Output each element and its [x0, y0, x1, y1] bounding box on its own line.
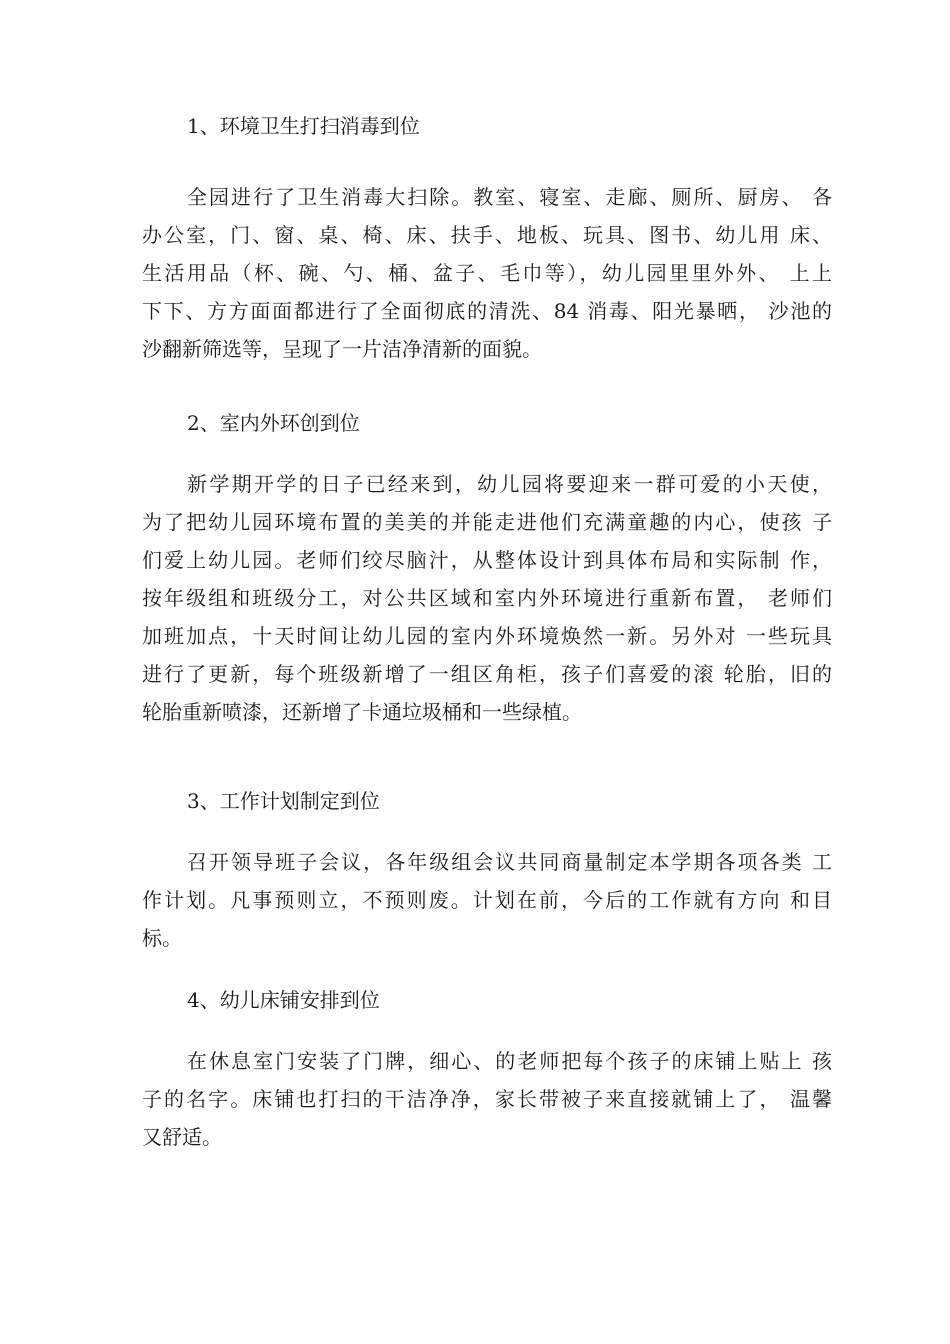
paragraph-line: 们爱上幼儿园。老师们绞尽脑汁，从整体设计到具体布局和实际制 作，	[142, 548, 832, 572]
paragraph-line: 又舒适。	[142, 1125, 222, 1149]
paragraph-line: 为了把幼儿园环境布置的美美的并能走进他们充满童趣的内心，使孩 子	[142, 510, 832, 534]
paragraph-line: 新学期开学的日子已经来到，幼儿园将要迎来一群可爱的小天使，	[187, 472, 832, 496]
paragraph-line: 在休息室门安装了门牌，细心、的老师把每个孩子的床铺上贴上 孩	[187, 1049, 832, 1073]
paragraph-line: 办公室，门、窗、桌、椅、床、扶手、地板、玩具、图书、幼儿用 床、	[142, 223, 832, 247]
section-3-heading: 3、工作计划制定到位	[187, 789, 380, 813]
paragraph-line: 进行了更新，每个班级新增了一组区角柜，孩子们喜爱的滚 轮胎，旧的	[142, 662, 832, 686]
paragraph-line: 按年级组和班级分工，对公共区域和室内外环境进行重新布置， 老师们	[142, 586, 832, 610]
section-2-heading: 2、室内外环创到位	[187, 411, 360, 435]
paragraph-line: 生活用品（杯、碗、勺、桶、盆子、毛巾等），幼儿园里里外外、 上上	[142, 261, 832, 285]
section-1-heading: 1、环境卫生打扫消毒到位	[187, 114, 420, 138]
paragraph-line: 作计划。凡事预则立，不预则废。计划在前，今后的工作就有方向 和目	[142, 888, 832, 912]
section-2-paragraph	[142, 470, 832, 726]
paragraph-line: 子的名字。床铺也打扫的干洁净净，家长带被子来直接就铺上了， 温馨	[142, 1087, 832, 1111]
paragraph-line: 轮胎重新喷漆，还新增了卡通垃圾桶和一些绿植。	[142, 700, 582, 724]
section-4-heading: 4、幼儿床铺安排到位	[187, 988, 380, 1012]
paragraph-line: 全园进行了卫生消毒大扫除。教室、寝室、走廊、厕所、厨房、 各	[187, 185, 832, 209]
paragraph-line: 加班加点，十天时间让幼儿园的室内外环境焕然一新。另外对 一些玩具	[142, 624, 832, 648]
section-4-paragraph	[142, 1047, 832, 1151]
paragraph-line: 召开领导班子会议，各年级组会议共同商量制定本学期各项各类 工	[187, 850, 832, 874]
paragraph-line: 标。	[142, 926, 182, 950]
paragraph-line: 下下、方方面面都进行了全面彻底的清洗、84 消毒、阳光暴晒， 沙池的	[142, 299, 832, 323]
section-3-paragraph	[142, 848, 832, 952]
paragraph-line: 沙翻新筛选等，呈现了一片洁净清新的面貌。	[142, 337, 542, 361]
section-1-paragraph	[142, 183, 832, 363]
